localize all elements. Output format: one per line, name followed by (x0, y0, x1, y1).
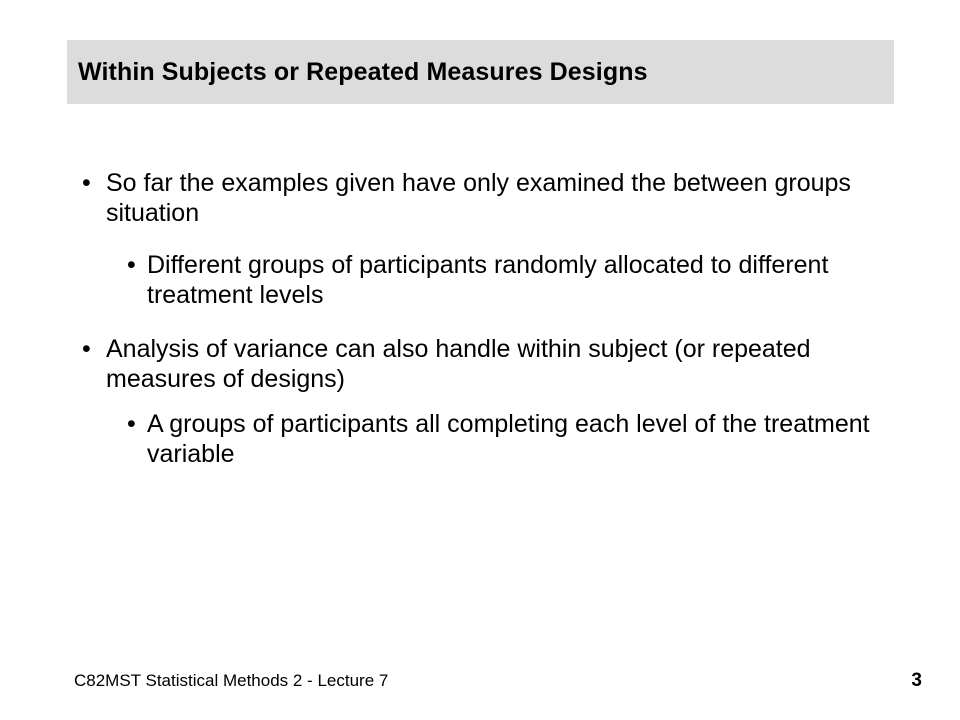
sub-bullet-item (127, 250, 887, 310)
slide-title-bar (67, 40, 894, 104)
bullet-item (82, 168, 886, 228)
bullet-dot-icon: • (127, 251, 136, 279)
page-number: 3 (911, 670, 922, 691)
bullet-text: Analysis of variance can also handle within subject (or repeated measures of designs) (106, 335, 811, 393)
sub-bullet-text: A groups of participants all completing each level of the treatment variable (147, 410, 870, 468)
bullet-dot-icon: • (127, 410, 136, 438)
slide-title: Within Subjects or Repeated Measures Designs (78, 57, 648, 86)
bullet-dot-icon: • (82, 169, 91, 197)
bullet-text: So far the examples given have only examined the between groups situation (106, 169, 851, 227)
bullet-item (82, 334, 886, 394)
bullet-dot-icon: • (82, 335, 91, 363)
sub-bullet-text: Different groups of participants randomly allocated to different treatment levels (147, 251, 829, 309)
sub-bullet-item (127, 409, 887, 469)
footer-course-label: C82MST Statistical Methods 2 - Lecture 7 (74, 671, 389, 690)
